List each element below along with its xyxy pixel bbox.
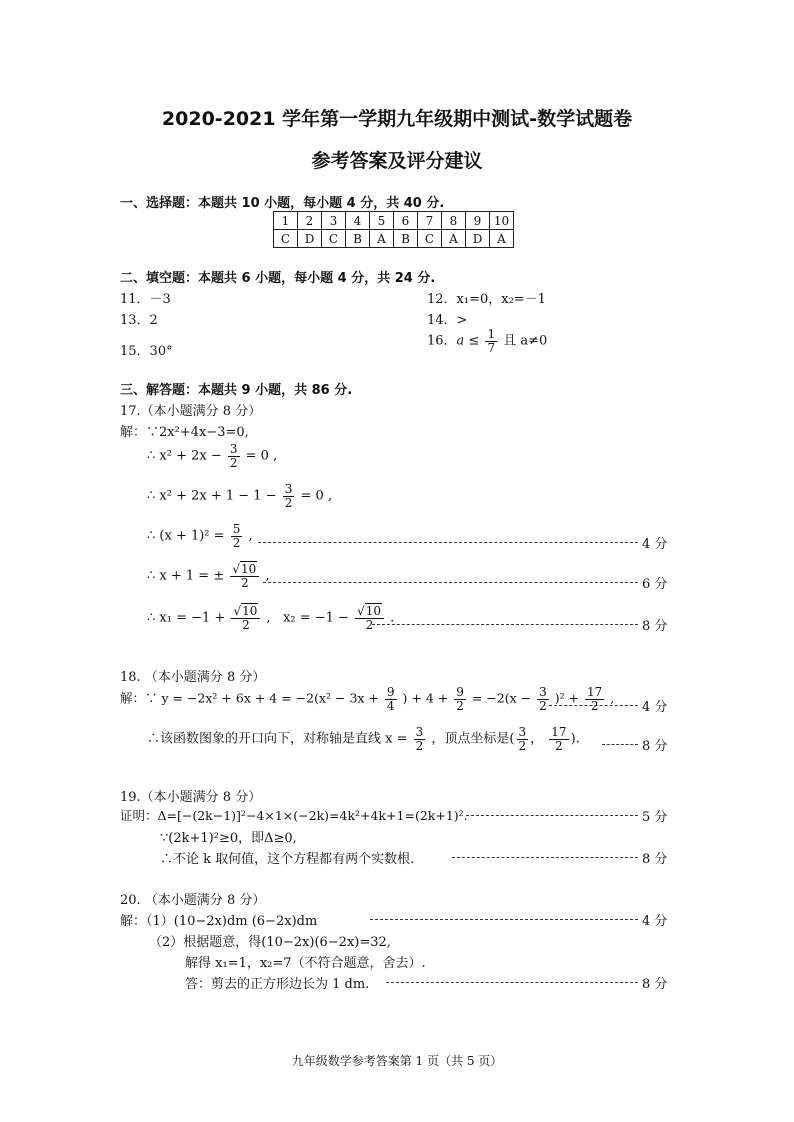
numerator: 9 [456, 685, 464, 699]
score-label: 4 分 [642, 537, 668, 552]
score-leader [549, 705, 638, 706]
denominator: 2 [456, 698, 464, 713]
answer-q14: 14．> [427, 313, 468, 328]
q20-line3: 解得 x₁=1，x₂=7（不符合题意，舍去）. [185, 956, 426, 971]
q17-line2 [147, 443, 277, 469]
fraction [517, 726, 529, 752]
expr: ) + 4 + [402, 690, 449, 706]
q17-line6 [147, 605, 394, 631]
table-cell: A [490, 230, 514, 248]
page-title: 2020-2021 学年第一学期九年级期中测试-数学试题卷 [161, 108, 633, 130]
q19-line2: ∵(2k+1)²≥0，即Δ≥0, [160, 831, 297, 846]
table-cell: 6 [394, 212, 418, 230]
answer-q16 [427, 328, 547, 354]
table-cell: C [418, 230, 442, 248]
denominator: 2 [241, 575, 249, 590]
score-leader [452, 857, 638, 858]
score-leader [372, 624, 638, 625]
q18-line2 [147, 726, 580, 752]
q20-line1: 解：（1）(10−2x)dm (6−2x)dm [120, 914, 318, 929]
section3-heading: 三、解答题：本题共 9 小题，共 86 分. [120, 383, 353, 398]
section1-heading: 一、选择题：本题共 10 小题，每小题 4 分，共 40 分. [120, 196, 445, 211]
q17-line4 [147, 523, 253, 549]
radicand: 10 [365, 604, 382, 618]
numerator: 9 [386, 685, 395, 699]
numerator: 3 [284, 482, 293, 496]
table-cell: B [346, 230, 370, 248]
q18-line1 [120, 686, 614, 712]
denominator: 2 [539, 698, 547, 713]
fraction [585, 686, 604, 712]
table-cell: 5 [370, 212, 394, 230]
q16-tail: 且 a≠0 [503, 333, 548, 349]
fraction [231, 605, 260, 631]
table-cell: 3 [322, 212, 346, 230]
denominator: 2 [590, 698, 599, 713]
expr: ，顶点坐标是( [431, 731, 515, 747]
fraction [454, 686, 466, 712]
score-leader [386, 982, 638, 983]
score-label: 4 分 [642, 914, 668, 929]
score-label: 8 分 [642, 977, 668, 992]
page-footer: 九年级数学参考答案第 1 页（共 5 页） [291, 1054, 503, 1068]
table-cell: 1 [274, 212, 298, 230]
fraction [549, 726, 568, 752]
expr: . [390, 610, 395, 626]
table-cell: 8 [442, 212, 466, 230]
fraction [537, 686, 549, 712]
expr: = 0 , [245, 448, 278, 464]
section2-heading: 二、填空题：本题共 6 小题，每小题 4 分，共 24 分. [120, 271, 436, 286]
fraction [485, 328, 497, 354]
answer-q15: 15．30° [120, 344, 173, 359]
score-leader [263, 582, 638, 583]
answer-q13: 13．2 [120, 313, 158, 328]
q20-title: 20. （本小题满分 8 分） [120, 893, 266, 908]
expr: ∴ x₁ = −1 + [147, 610, 226, 626]
fraction [355, 605, 384, 631]
table-cell: 7 [418, 212, 442, 230]
expr: ∴ (x + 1)² = [147, 528, 225, 544]
page-subtitle: 参考答案及评分建议 [311, 150, 483, 172]
expr: ∴ x² + 2x − [147, 448, 222, 464]
table-cell: A [370, 230, 394, 248]
numerator: 3 [229, 442, 238, 456]
score-label: 6 分 [642, 577, 668, 592]
numerator: 1 [487, 327, 496, 341]
expr: = −2(x − [471, 690, 532, 706]
numerator: 3 [415, 725, 424, 739]
denominator: 2 [518, 738, 527, 753]
numerator: √10 [231, 605, 260, 619]
score-label: 8 分 [642, 739, 668, 754]
table-cell: D [466, 230, 490, 248]
q19-line1: 证明：Δ=[−(2k−1)]²−4×1×(−2k)=4k²+4k+1=(2k+1)². [120, 808, 468, 823]
numerator: 3 [518, 725, 527, 739]
radicand: 10 [241, 562, 257, 576]
q17-line3 [147, 483, 332, 509]
fraction [230, 563, 259, 589]
q17-line1: 解：∵2x²+4x−3=0, [120, 425, 249, 440]
answer-table [273, 211, 514, 248]
expr: , [265, 568, 270, 584]
table-cell: C [322, 230, 346, 248]
score-label: 8 分 [642, 852, 668, 867]
expr: )² + [554, 690, 580, 706]
fraction [414, 726, 426, 752]
fraction [231, 523, 243, 549]
expr: 解：∵ y = −2x² + 6x + 4 = −2(x² − 3x + [120, 690, 379, 706]
score-leader [466, 815, 638, 816]
denominator: 4 [386, 698, 395, 713]
score-label: 5 分 [642, 810, 668, 825]
denominator: 2 [415, 738, 424, 753]
expr: , [610, 690, 615, 706]
fraction [385, 686, 397, 712]
q19-title: 19.（本小题满分 8 分） [120, 790, 262, 805]
numerator: 3 [539, 685, 547, 699]
q17-line5 [147, 563, 270, 589]
denominator: 2 [232, 535, 241, 550]
expr: ∴该函数图象的开口向下，对称轴是直线 x = [147, 731, 408, 747]
expr: ∴ x + 1 = ± [147, 568, 225, 584]
denominator: 2 [242, 617, 250, 632]
numerator: 17 [587, 685, 603, 699]
denominator: 2 [284, 495, 293, 510]
numerator: 17 [551, 725, 567, 739]
score-label: 4 分 [642, 700, 668, 715]
expr: ). [570, 731, 580, 747]
table-cell: 2 [298, 212, 322, 230]
denominator: 2 [365, 617, 374, 632]
table-cell: A [442, 230, 466, 248]
numerator: 5 [232, 522, 241, 536]
denominator: 2 [555, 738, 563, 753]
table-cell: C [274, 230, 298, 248]
denominator: 2 [229, 455, 238, 470]
table-cell: 10 [490, 212, 514, 230]
expr: x₂ = −1 − [283, 610, 349, 626]
score-leader [370, 919, 638, 920]
fraction [228, 443, 240, 469]
table-cell: 4 [346, 212, 370, 230]
table-cell: B [394, 230, 418, 248]
expr: , [248, 528, 253, 544]
numerator: √10 [230, 563, 259, 577]
q17-title: 17.（本小题满分 8 分） [120, 404, 262, 419]
score-leader [602, 744, 638, 745]
score-label: 8 分 [642, 619, 668, 634]
answer-q11: 11．－3 [120, 292, 171, 307]
table-cell: 9 [466, 212, 490, 230]
expr: ， [530, 731, 544, 747]
radicand: 10 [242, 604, 258, 618]
expr: = 0 , [300, 488, 333, 504]
q18-title: 18. （本小题满分 8 分） [120, 670, 266, 685]
q16-expr: a ≤ [456, 333, 480, 349]
q19-line3: ∴不论 k 取何值，这个方程都有两个实数根. [160, 852, 415, 867]
answer-table-numbers-row [274, 212, 514, 230]
score-leader [258, 542, 638, 543]
q16-number: 16． [427, 333, 457, 349]
expr: , [266, 610, 271, 626]
expr: ∴ x² + 2x + 1 − 1 − [147, 488, 277, 504]
table-cell: D [298, 230, 322, 248]
numerator: √10 [355, 605, 384, 619]
answer-table-answers-row [274, 230, 514, 248]
q20-line2: （2）根据题意，得(10−2x)(6−2x)=32, [149, 935, 391, 950]
answer-q12: 12．x₁=0，x₂=－1 [427, 292, 546, 307]
denominator: 7 [487, 340, 496, 355]
fraction [283, 483, 295, 509]
q20-line4: 答：剪去的正方形边长为 1 dm. [185, 977, 370, 992]
